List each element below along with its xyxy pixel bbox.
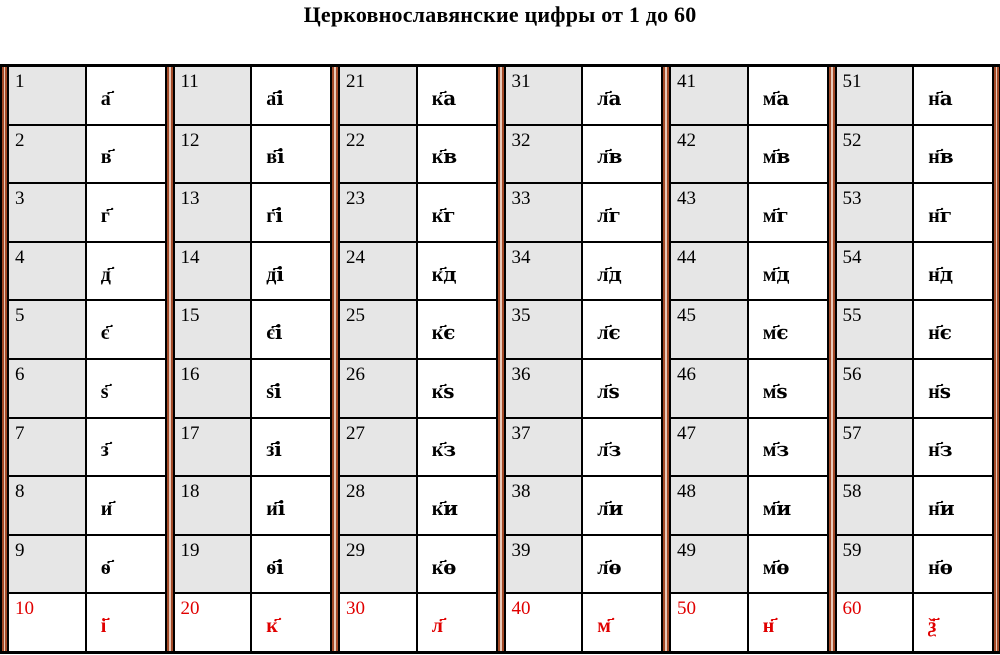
table-row [175,243,331,302]
arabic-number-cell: 55 [837,301,915,358]
table-row [175,536,331,595]
table-row [671,301,827,360]
table-row [340,126,496,185]
arabic-number-cell: 39 [506,536,584,593]
numeral-column [9,67,165,651]
table-row [340,419,496,478]
arabic-number-cell: 6 [9,360,87,417]
table-row [9,67,165,126]
numeral-column [340,67,496,651]
table-row [506,184,662,243]
arabic-number-cell: 57 [837,419,915,476]
church-slavonic-numeral-cell: м҃и [749,477,827,534]
arabic-number-cell: 7 [9,419,87,476]
table-row [340,67,496,126]
arabic-number-cell: 34 [506,243,584,300]
church-slavonic-numeral-cell: и҃і [252,477,330,534]
church-slavonic-numeral-cell: л҃ѕ [583,360,661,417]
table-row [175,477,331,536]
arabic-number-cell: 45 [671,301,749,358]
arabic-number-cell: 26 [340,360,418,417]
table-row [340,184,496,243]
table-row [837,360,993,419]
table-row [671,419,827,478]
church-slavonic-numeral-cell: м҃в [749,126,827,183]
arabic-number-cell: 42 [671,126,749,183]
arabic-number-cell: 59 [837,536,915,593]
ornamental-separator [496,67,506,651]
table-row [175,184,331,243]
table-row [9,301,165,360]
table-row [506,536,662,595]
arabic-number-cell: 52 [837,126,915,183]
arabic-number-cell: 12 [175,126,253,183]
church-slavonic-numeral-cell: д҃і [252,243,330,300]
ornamental-separator [661,67,671,651]
church-slavonic-numeral-cell: к҃д [418,243,496,300]
arabic-number-cell: 13 [175,184,253,241]
arabic-number-cell: 51 [837,67,915,124]
arabic-number-cell: 58 [837,477,915,534]
church-slavonic-numeral-cell: м҃є [749,301,827,358]
table-row [340,477,496,536]
church-slavonic-numeral-cell: в҃ [87,126,165,183]
table-row [506,301,662,360]
church-slavonic-numeral-cell: к҃а [418,67,496,124]
church-slavonic-numeral-cell: и҃ [87,477,165,534]
church-slavonic-numeral-cell: н҃д [914,243,992,300]
arabic-number-cell: 23 [340,184,418,241]
church-slavonic-numeral-cell: к҃ѳ [418,536,496,593]
table-row [340,594,496,651]
table-row [671,126,827,185]
church-slavonic-numeral-cell: н҃ѕ [914,360,992,417]
table-row [837,67,993,126]
church-slavonic-numeral-cell: м҃ѕ [749,360,827,417]
arabic-number-cell: 41 [671,67,749,124]
arabic-number-cell: 5 [9,301,87,358]
table-row [671,67,827,126]
church-slavonic-numeral-cell: н҃г [914,184,992,241]
church-slavonic-numeral-cell: н҃є [914,301,992,358]
table-row [837,536,993,595]
church-slavonic-numeral-cell: ѳ҃ [87,536,165,593]
arabic-number-cell: 1 [9,67,87,124]
arabic-number-cell: 15 [175,301,253,358]
church-slavonic-numeral-cell: м҃з [749,419,827,476]
arabic-number-cell: 54 [837,243,915,300]
table-row [340,243,496,302]
table-row [9,184,165,243]
table-row [506,360,662,419]
arabic-number-cell: 18 [175,477,253,534]
arabic-number-cell: 32 [506,126,584,183]
arabic-number-cell: 9 [9,536,87,593]
church-slavonic-numeral-cell: л҃а [583,67,661,124]
arabic-number-cell: 19 [175,536,253,593]
table-row [175,419,331,478]
arabic-number-cell: 35 [506,301,584,358]
church-slavonic-numeral-cell: к҃в [418,126,496,183]
arabic-number-cell: 24 [340,243,418,300]
arabic-number-cell: 33 [506,184,584,241]
table-row [671,243,827,302]
church-slavonic-numeral-cell: є҃і [252,301,330,358]
table-row [175,360,331,419]
arabic-number-cell: 4 [9,243,87,300]
arabic-number-cell: 30 [340,594,418,651]
church-slavonic-numeral-cell: л҃з [583,419,661,476]
arabic-number-cell: 28 [340,477,418,534]
table-row [9,243,165,302]
church-slavonic-numeral-cell: з҃ [87,419,165,476]
arabic-number-cell: 50 [671,594,749,651]
church-slavonic-numeral-cell: н҃з [914,419,992,476]
table-row [340,536,496,595]
table-row [506,67,662,126]
arabic-number-cell: 8 [9,477,87,534]
table-row [175,126,331,185]
table-row [9,477,165,536]
arabic-number-cell: 22 [340,126,418,183]
numerals-table [0,64,1000,654]
church-slavonic-numeral-cell: л҃є [583,301,661,358]
arabic-number-cell: 37 [506,419,584,476]
table-row [671,536,827,595]
table-row [506,243,662,302]
arabic-number-cell: 11 [175,67,253,124]
arabic-number-cell: 44 [671,243,749,300]
church-slavonic-numeral-cell: а҃і [252,67,330,124]
table-row [837,126,993,185]
arabic-number-cell: 53 [837,184,915,241]
page-title: Церковнославянские цифры от 1 до 60 [303,2,697,27]
arabic-number-cell: 48 [671,477,749,534]
table-row [9,126,165,185]
numeral-column [671,67,827,651]
church-slavonic-numeral-cell: н҃а [914,67,992,124]
church-slavonic-numeral-cell: к҃г [418,184,496,241]
table-row [671,477,827,536]
ornamental-separator [827,67,837,651]
numeral-column [506,67,662,651]
table-row [506,594,662,651]
ornamental-separator [165,67,175,651]
church-slavonic-numeral-cell: л҃в [583,126,661,183]
arabic-number-cell: 20 [175,594,253,651]
ornamental-separator [0,67,9,651]
arabic-number-cell: 21 [340,67,418,124]
arabic-number-cell: 10 [9,594,87,651]
church-slavonic-numeral-cell: з҃і [252,419,330,476]
arabic-number-cell: 46 [671,360,749,417]
arabic-number-cell: 56 [837,360,915,417]
table-row [671,594,827,651]
church-slavonic-numeral-cell: н҃ѳ [914,536,992,593]
church-slavonic-numeral-cell: л҃ [418,594,496,651]
arabic-number-cell: 2 [9,126,87,183]
table-row [175,594,331,651]
church-slavonic-numeral-cell: м҃г [749,184,827,241]
arabic-number-cell: 17 [175,419,253,476]
table-row [837,419,993,478]
table-row [506,126,662,185]
ornamental-separator [992,67,1000,651]
numeral-column [175,67,331,651]
table-row [837,301,993,360]
church-slavonic-numeral-cell: л҃д [583,243,661,300]
church-slavonic-numeral-cell: м҃ѳ [749,536,827,593]
ornamental-separator [330,67,340,651]
church-slavonic-numeral-cell: к҃з [418,419,496,476]
table-row [9,419,165,478]
church-slavonic-numeral-cell: г҃і [252,184,330,241]
table-row [340,360,496,419]
arabic-number-cell: 27 [340,419,418,476]
church-slavonic-numeral-cell: м҃а [749,67,827,124]
table-row [837,184,993,243]
church-slavonic-numeral-cell: л҃г [583,184,661,241]
church-slavonic-numeral-cell: ѕ҃ [87,360,165,417]
arabic-number-cell: 49 [671,536,749,593]
church-slavonic-numeral-cell: є҃ [87,301,165,358]
arabic-number-cell: 31 [506,67,584,124]
church-slavonic-numeral-cell: д҃ [87,243,165,300]
arabic-number-cell: 16 [175,360,253,417]
church-slavonic-numeral-cell: к҃є [418,301,496,358]
church-slavonic-numeral-cell: ѕ҃і [252,360,330,417]
table-row [837,477,993,536]
table-row [175,67,331,126]
table-row [9,594,165,651]
church-slavonic-numeral-cell: ѳ҃і [252,536,330,593]
table-row [671,184,827,243]
numeral-column [837,67,993,651]
table-row [340,301,496,360]
arabic-number-cell: 47 [671,419,749,476]
church-slavonic-numeral-cell: н҃ [749,594,827,651]
church-slavonic-numeral-cell: к҃и [418,477,496,534]
church-slavonic-numeral-cell: н҃в [914,126,992,183]
arabic-number-cell: 29 [340,536,418,593]
church-slavonic-numeral-cell: м҃ [583,594,661,651]
table-row [506,477,662,536]
church-slavonic-numeral-cell: ѯ҃ [914,594,992,651]
table-row [837,243,993,302]
church-slavonic-numeral-cell: г҃ [87,184,165,241]
arabic-number-cell: 60 [837,594,915,651]
church-slavonic-numeral-cell: л҃и [583,477,661,534]
table-row [671,360,827,419]
church-slavonic-numeral-cell: л҃ѳ [583,536,661,593]
church-slavonic-numeral-cell: в҃і [252,126,330,183]
arabic-number-cell: 43 [671,184,749,241]
table-row [9,536,165,595]
table-row [506,419,662,478]
arabic-number-cell: 14 [175,243,253,300]
church-slavonic-numeral-cell: м҃д [749,243,827,300]
table-row [9,360,165,419]
arabic-number-cell: 38 [506,477,584,534]
church-slavonic-numeral-cell: к҃ [252,594,330,651]
church-slavonic-numeral-cell: а҃ [87,67,165,124]
church-slavonic-numeral-cell: і҃ [87,594,165,651]
arabic-number-cell: 40 [506,594,584,651]
arabic-number-cell: 25 [340,301,418,358]
church-slavonic-numeral-cell: к҃ѕ [418,360,496,417]
table-row [837,594,993,651]
arabic-number-cell: 3 [9,184,87,241]
arabic-number-cell: 36 [506,360,584,417]
church-slavonic-numeral-cell: н҃и [914,477,992,534]
table-row [175,301,331,360]
